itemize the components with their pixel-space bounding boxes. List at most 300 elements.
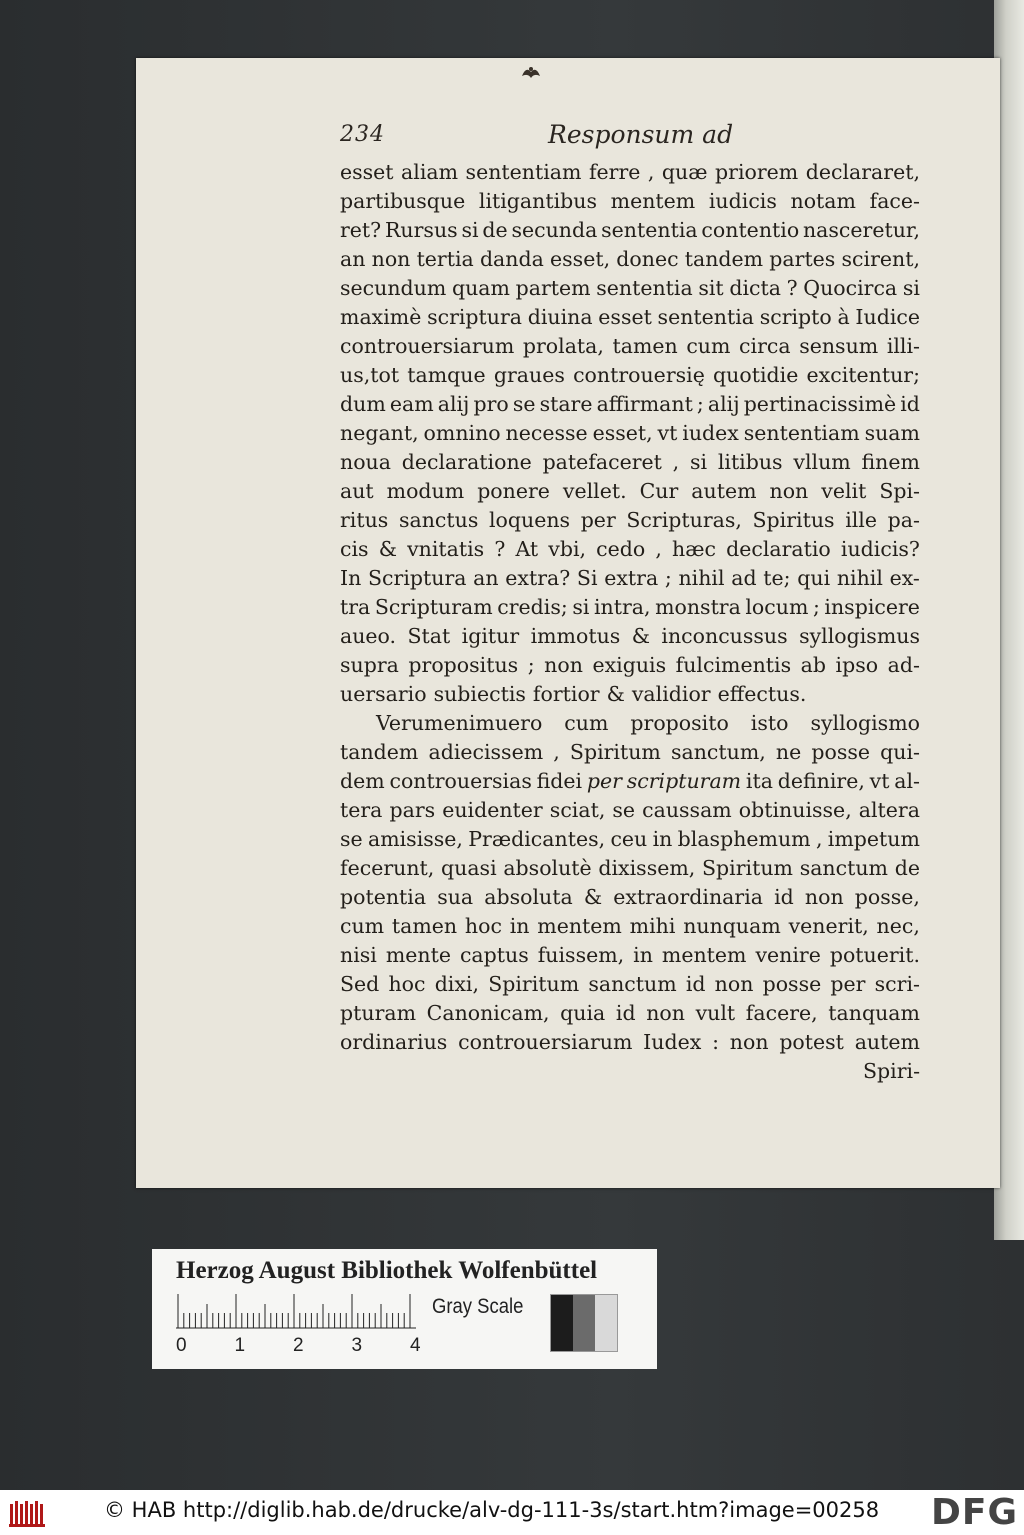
word: sanctum,	[670, 740, 766, 764]
word: notam	[790, 189, 856, 213]
text-line	[340, 709, 920, 738]
catchword-line	[340, 1057, 920, 1086]
word: dum	[340, 392, 386, 416]
word: impetum	[827, 827, 920, 851]
word: stare	[539, 392, 593, 416]
word: vbi,	[548, 537, 587, 561]
page-number: 234	[340, 122, 385, 147]
ruler-ticks	[176, 1293, 416, 1329]
word: Scripturam	[374, 595, 493, 619]
word: pturam	[340, 1001, 417, 1025]
word: In	[340, 566, 362, 590]
word: tamen	[612, 334, 678, 358]
word: partes	[769, 247, 836, 271]
word: nihil	[678, 566, 725, 590]
word: &	[378, 537, 397, 561]
word: sua	[437, 885, 474, 909]
text-line	[340, 477, 920, 506]
word: &	[631, 624, 650, 648]
word: vllum	[793, 450, 851, 474]
word: si	[461, 218, 479, 242]
word: tandem	[340, 740, 419, 764]
word: effectus.	[717, 682, 807, 706]
ruler-number: 1	[234, 1335, 246, 1356]
ornament-icon	[520, 64, 542, 80]
word: ;	[696, 392, 704, 416]
word: de	[894, 856, 920, 880]
word: sententiam	[743, 421, 860, 445]
word: si	[572, 595, 590, 619]
word: sit	[698, 276, 724, 300]
word: aut	[340, 479, 374, 503]
word: per	[580, 508, 616, 532]
word: affirmant	[596, 392, 693, 416]
word: autem	[691, 479, 757, 503]
word: caussam	[642, 798, 732, 822]
gray-scale-label: Gray Scale	[432, 1295, 524, 1318]
text-line	[340, 738, 920, 767]
word: supra	[340, 653, 399, 677]
body-text	[340, 158, 920, 1086]
text-line	[340, 651, 920, 680]
word: sententia	[596, 276, 693, 300]
word: declaratio	[726, 537, 831, 561]
word: scripto	[759, 305, 832, 329]
word: isto	[750, 711, 789, 735]
word: vt	[869, 769, 890, 793]
word: pa-	[887, 508, 920, 532]
word: ,	[647, 160, 655, 184]
word: syllogismo	[810, 711, 920, 735]
word: ?	[786, 276, 798, 300]
word: donec	[616, 247, 679, 271]
word: :	[712, 1030, 719, 1054]
word: scirent,	[841, 247, 920, 271]
text-line	[340, 883, 920, 912]
word: partem	[515, 276, 591, 300]
word: Scripturas,	[626, 508, 742, 532]
word: exiguis	[592, 653, 667, 677]
word: fidei	[536, 769, 583, 793]
word: propositus	[408, 653, 519, 677]
word: per	[586, 769, 622, 793]
word: prolata,	[522, 334, 604, 358]
word: qui	[797, 566, 831, 590]
word: esset	[598, 305, 652, 329]
word: danda	[479, 247, 544, 271]
text-line	[340, 564, 920, 593]
word: cedo	[596, 537, 646, 561]
word: ;	[812, 595, 820, 619]
library-name: Herzog August Bibliothek Wolfenbüttel	[176, 1257, 598, 1284]
word: controuersię	[573, 363, 705, 387]
word: se	[340, 827, 363, 851]
word: secundum	[340, 276, 447, 300]
word: controuersiarum	[340, 334, 515, 358]
word: qui-	[880, 740, 920, 764]
word: tera	[340, 798, 383, 822]
word: Verumenimuero	[376, 711, 543, 735]
word: ,	[672, 450, 680, 474]
word: altera	[858, 798, 920, 822]
word: extraordinaria	[613, 885, 763, 909]
word: non	[646, 1001, 685, 1025]
word: absoluta	[484, 885, 573, 909]
word: cum	[340, 914, 385, 938]
word: euidenter	[442, 798, 543, 822]
word: ita	[745, 769, 773, 793]
word: intra,	[593, 595, 651, 619]
word: sanctum	[799, 856, 888, 880]
word: non	[371, 247, 411, 271]
word: ne	[775, 740, 802, 764]
word: mentem	[610, 189, 696, 213]
word: maximè	[340, 305, 422, 329]
word: ferre	[588, 160, 641, 184]
word: vt	[657, 421, 678, 445]
word: hoc	[464, 914, 502, 938]
text-line	[340, 796, 920, 825]
word: sanctus	[398, 508, 479, 532]
word: mihi	[629, 914, 676, 938]
word: inconcussus	[661, 624, 788, 648]
dfg-logo: DFG	[930, 1492, 1018, 1533]
word: id	[615, 1001, 636, 1025]
text-line	[340, 274, 920, 303]
word: non	[769, 479, 809, 503]
word: non	[714, 972, 754, 996]
word: à	[837, 305, 850, 329]
word: secunda	[511, 218, 598, 242]
word: locum	[745, 595, 809, 619]
word: iudicis?	[840, 537, 920, 561]
text-line	[340, 970, 920, 999]
word: iudex	[682, 421, 739, 445]
word: priorem	[715, 160, 799, 184]
word: ,	[655, 537, 662, 561]
text-line	[340, 593, 920, 622]
word: loquens	[488, 508, 571, 532]
word: potuerit.	[829, 943, 920, 967]
word: blasphemum	[677, 827, 811, 851]
word: esset,	[592, 421, 653, 445]
ruler-number: 0	[176, 1335, 187, 1356]
text-line	[340, 506, 920, 535]
word: ordinarius	[340, 1030, 448, 1054]
word: facere,	[745, 1001, 818, 1025]
word: negant,	[340, 421, 419, 445]
word: Spiritum	[569, 740, 661, 764]
word: non	[729, 1030, 769, 1054]
word: us,tot	[340, 363, 400, 387]
word: definire,	[777, 769, 865, 793]
word: declaratione	[401, 450, 532, 474]
word: fecerunt,	[340, 856, 435, 880]
word: syllogismus	[799, 624, 920, 648]
gray-swatch	[573, 1295, 595, 1351]
word: mentem	[537, 914, 622, 938]
word: patefaceret	[542, 450, 662, 474]
word: Spiritum	[702, 856, 793, 880]
word: monstra	[655, 595, 741, 619]
gray-scale-swatches	[550, 1294, 618, 1352]
word: validior	[631, 682, 711, 706]
text-line	[340, 767, 920, 796]
footer-source-link[interactable]: © HAB http://diglib.hab.de/drucke/alv-dg-111-3s/start.htm?image=00258	[104, 1498, 880, 1522]
word: controuersiarum	[458, 1030, 633, 1054]
word: &	[583, 885, 603, 909]
word: cis	[340, 537, 369, 561]
word: ,	[815, 827, 823, 851]
word: quia	[560, 1001, 606, 1025]
word: pars	[389, 798, 436, 822]
word: captus	[459, 943, 529, 967]
word: excitentur;	[806, 363, 920, 387]
word: Canonicam,	[426, 1001, 550, 1025]
word: proposito	[630, 711, 729, 735]
word: finem	[861, 450, 920, 474]
word: quasi	[441, 856, 497, 880]
word: fulcimentis	[675, 653, 792, 677]
word: non	[804, 885, 844, 909]
word: posse,	[854, 885, 920, 909]
word: vult	[695, 1001, 736, 1025]
word: ad	[731, 566, 757, 590]
word: nec,	[876, 914, 920, 938]
ruler-number: 2	[293, 1335, 304, 1356]
text-line	[340, 1028, 920, 1057]
word: omnino	[423, 421, 501, 445]
word: At	[515, 537, 539, 561]
word: esset	[340, 160, 394, 184]
word: in	[652, 827, 673, 851]
word: non	[544, 653, 583, 677]
word: ret?	[340, 218, 382, 242]
text-line	[340, 158, 920, 187]
gray-swatch	[551, 1295, 573, 1351]
word: inspicere	[824, 595, 920, 619]
text-line	[340, 448, 920, 477]
word: Stat	[407, 624, 451, 648]
word: Cur	[639, 479, 679, 503]
word: Spiritus	[752, 508, 835, 532]
ruler-number: 4	[410, 1335, 421, 1356]
word: ritus	[340, 508, 389, 532]
word: ,	[553, 740, 560, 764]
word: id	[774, 885, 794, 909]
word: id	[685, 972, 706, 996]
text-line	[340, 825, 920, 854]
word: vellet.	[562, 479, 627, 503]
word: Iudice	[855, 305, 920, 329]
word: ceu	[610, 827, 648, 851]
word: alij	[707, 392, 740, 416]
word: mentem	[661, 943, 747, 967]
text-line	[340, 390, 920, 419]
word: sensum	[799, 334, 879, 358]
text-line	[340, 332, 920, 361]
word: scripturam	[626, 769, 742, 793]
text-line	[340, 622, 920, 651]
word: sententia	[601, 218, 698, 242]
word: illi-	[886, 334, 920, 358]
word: graues	[493, 363, 565, 387]
word: Si	[576, 566, 598, 590]
hab-logo-icon	[8, 1498, 48, 1528]
word: fuissem,	[537, 943, 625, 967]
word: potentia	[340, 885, 427, 909]
word: adiecissem	[428, 740, 544, 764]
word: immotus	[530, 624, 621, 648]
word: id	[900, 392, 920, 416]
word: potest	[779, 1030, 844, 1054]
word: ille	[845, 508, 877, 532]
word: modum	[386, 479, 465, 503]
word: &	[606, 682, 625, 706]
text-line	[340, 535, 920, 564]
word: dixi,	[434, 972, 480, 996]
word: absolutè	[503, 856, 592, 880]
word: si	[689, 450, 708, 474]
word: ;	[664, 566, 672, 590]
word: dicta	[729, 276, 781, 300]
word: nisi	[340, 943, 377, 967]
word: tra	[340, 595, 371, 619]
word: contentio	[701, 218, 800, 242]
word: litigantibus	[478, 189, 597, 213]
word: sciat,	[549, 798, 606, 822]
footer-bar	[0, 1490, 1024, 1535]
text-line	[340, 216, 920, 245]
word: extra?	[505, 566, 571, 590]
word: fortior	[532, 682, 600, 706]
word: pro	[473, 392, 509, 416]
word: posse	[762, 972, 822, 996]
word: nasceretur,	[802, 218, 920, 242]
word: hoc	[388, 972, 426, 996]
running-head: Responsum ad	[548, 120, 734, 149]
word: tandem	[684, 247, 764, 271]
word: Rursus	[384, 218, 458, 242]
word: nunquam	[683, 914, 781, 938]
word: aliam	[401, 160, 459, 184]
word: dixissem,	[598, 856, 696, 880]
word: an	[340, 247, 366, 271]
word: cum	[686, 334, 731, 358]
word: in	[509, 914, 530, 938]
word: quæ	[661, 160, 708, 184]
word: ponere	[477, 479, 550, 503]
word: an	[473, 566, 499, 590]
word: ipso	[835, 653, 879, 677]
word: ?	[494, 537, 506, 561]
word: Prædicantes,	[468, 827, 606, 851]
word: velit	[821, 479, 867, 503]
text-line	[340, 854, 920, 883]
word: se	[512, 392, 536, 416]
word: ab	[800, 653, 827, 677]
word: venire	[755, 943, 821, 967]
text-line	[340, 187, 920, 216]
word: si	[902, 276, 920, 300]
word: noua	[340, 450, 391, 474]
word: credis;	[497, 595, 568, 619]
word: ex-	[889, 566, 920, 590]
word: tanquam	[828, 1001, 920, 1025]
word: scri-	[874, 972, 920, 996]
word: Iudex	[643, 1030, 702, 1054]
word: mente	[385, 943, 451, 967]
word: extra	[604, 566, 659, 590]
word: tamque	[407, 363, 486, 387]
word: te;	[763, 566, 791, 590]
word: de	[482, 218, 508, 242]
word: sententiam	[465, 160, 582, 184]
word: Scriptura	[368, 566, 467, 590]
word: pertinacissimè	[743, 392, 897, 416]
word: esset,	[550, 247, 611, 271]
word: circa	[739, 334, 791, 358]
text-line	[340, 999, 920, 1028]
word: Spi-	[879, 479, 920, 503]
word: per	[830, 972, 866, 996]
word: autem	[854, 1030, 920, 1054]
word: amisisse,	[367, 827, 463, 851]
text-line	[340, 912, 920, 941]
word: sententia	[657, 305, 754, 329]
word: igitur	[461, 624, 520, 648]
word: subiectis	[433, 682, 526, 706]
text-line	[340, 361, 920, 390]
word: nihil	[836, 566, 883, 590]
word: diuina	[527, 305, 593, 329]
word: litibus	[717, 450, 783, 474]
word: Spiri-	[862, 1059, 920, 1083]
word: obtinuisse,	[738, 798, 852, 822]
word: iudicis	[708, 189, 777, 213]
word: Sed	[340, 972, 380, 996]
word: controuersias	[389, 769, 532, 793]
word: quam	[451, 276, 510, 300]
word: Quocirca	[803, 276, 898, 300]
word: Spiritum	[488, 972, 580, 996]
word: in	[633, 943, 653, 967]
word: alij	[437, 392, 470, 416]
word: posse	[811, 740, 871, 764]
word: tamen	[391, 914, 458, 938]
word: al-	[894, 769, 920, 793]
word: ad-	[887, 653, 920, 677]
word: face-	[869, 189, 920, 213]
word: venerit,	[788, 914, 869, 938]
text-line	[340, 303, 920, 332]
word: necesse	[505, 421, 588, 445]
text-line	[340, 680, 920, 709]
word: scriptura	[427, 305, 523, 329]
word: dem	[340, 769, 385, 793]
word: eam	[389, 392, 434, 416]
gray-swatch	[595, 1295, 617, 1351]
word: sanctum	[588, 972, 677, 996]
word: uersario	[340, 682, 427, 706]
word: se	[612, 798, 636, 822]
word: quotidie	[713, 363, 799, 387]
word: ;	[527, 653, 535, 677]
text-line	[340, 941, 920, 970]
word: suam	[864, 421, 920, 445]
text-line	[340, 419, 920, 448]
word: hæc	[672, 537, 716, 561]
